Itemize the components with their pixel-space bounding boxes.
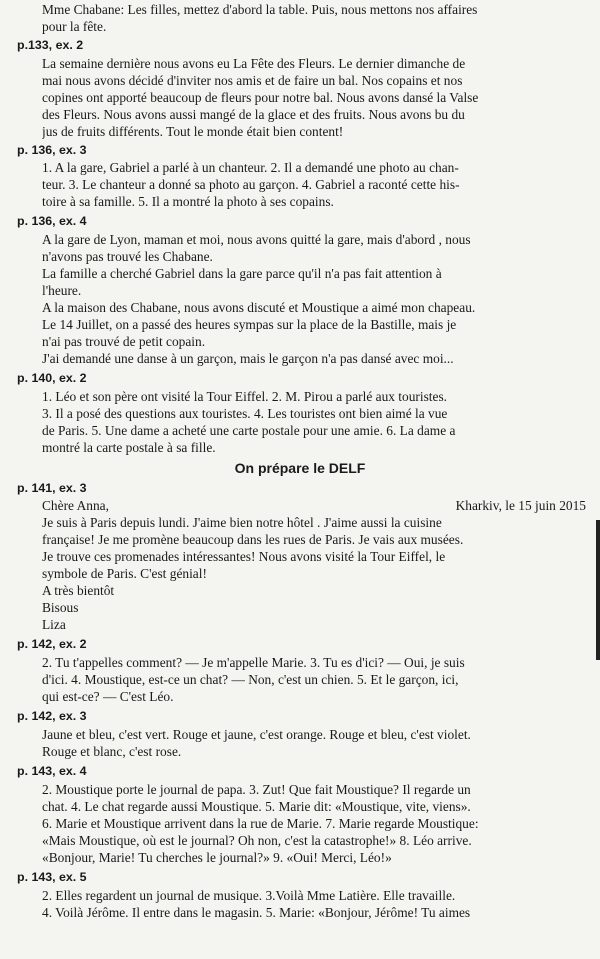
text-line: 2. Tu t'appelles comment? — Je m'appelle Marie. 3. Tu es d'ici? — Oui, je suis — [42, 655, 465, 670]
text-line: Jaune et bleu, c'est vert. Rouge et jaune, c'est orange. Rouge et bleu, c'est violet. — [42, 727, 471, 742]
text-line: française! Je me promène beaucoup dans les rues de Paris. Je vais aux musées. — [42, 532, 464, 547]
exercise-reference: p. 142, ex. 2 — [17, 637, 87, 651]
text-line: l'heure. — [42, 283, 82, 298]
text-line: copines ont apporté beaucoup de fleurs pour notre bal. Nous avons dansé la Valse — [42, 90, 479, 105]
text-line: Le 14 Juillet, on a passé des heures sympas sur la place de la Bastille, mais je — [42, 317, 457, 332]
text-line: 1. Léo et son père ont visité la Tour Eiffel. 2. M. Pirou a parlé aux touristes. — [42, 389, 448, 404]
page-edge-mark — [596, 520, 600, 660]
text-line: d'ici. 4. Moustique, est-ce un chat? — Non, c'est un chien. 5. Et le garçon, ici, — [42, 672, 459, 687]
text-line: de Paris. 5. Une dame a acheté une carte postale pour une amie. 6. La dame a — [42, 423, 456, 438]
text-line: 3. Il a posé des questions aux touristes. 4. Les touristes ont bien aimé la vue — [42, 406, 448, 421]
text-line: symbole de Paris. C'est génial! — [42, 566, 207, 581]
exercise-reference: p. 136, ex. 3 — [17, 143, 87, 157]
exercise-reference: p.133, ex. 2 — [17, 38, 84, 52]
text-line: Je trouve ces promenades intéressantes! Nous avons visité la Tour Eiffel, le — [42, 549, 446, 564]
text-line: 1. A la gare, Gabriel a parlé à un chanteur. 2. Il a demandé une photo au chan- — [42, 160, 459, 175]
text-line: jus de fruits différents. Tout le monde était bien content! — [42, 124, 344, 139]
text-line: 2. Moustique porte le journal de papa. 3. Zut! Que fait Moustique? Il regarde un — [42, 782, 471, 797]
section-heading: On prépare le DELF — [234, 460, 366, 476]
text-line: A la gare de Lyon, maman et moi, nous avons quitté la gare, mais d'abord , nous — [42, 232, 471, 247]
exercise-reference: p. 142, ex. 3 — [17, 709, 87, 723]
text-line: pour la fête. — [42, 19, 107, 34]
text-line: La famille a cherché Gabriel dans la gare parce qu'il n'a pas fait attention à — [42, 266, 442, 281]
text-line: montré la carte postale à sa fille. — [42, 440, 216, 455]
text-line: mai nous avons décidé d'inviter nos amis et de faire un bal. Nos copains et nos — [42, 73, 463, 88]
text-line: A la maison des Chabane, nous avons discuté et Moustique a aimé mon chapeau. — [42, 300, 476, 315]
text-line: J'ai demandé une danse à un garçon, mais le garçon n'a pas dansé avec moi... — [42, 351, 454, 366]
text-line: Mme Chabane: Les filles, mettez d'abord la table. Puis, nous mettons nos affaires — [42, 2, 478, 17]
text-line: 2. Elles regardent un journal de musique. 3.Voilà Mme Latière. Elle travaille. — [42, 888, 456, 903]
exercise-reference: p. 143, ex. 5 — [17, 870, 87, 884]
text-line: La semaine dernière nous avons eu La Fête des Fleurs. Le dernier dimanche de — [42, 56, 466, 71]
text-line: teur. 3. Le chanteur a donné sa photo au garçon. 4. Gabriel a raconté cette his- — [42, 177, 460, 192]
letter-greeting: Chère Anna, — [42, 498, 109, 513]
text-line: Liza — [42, 617, 66, 632]
text-line: n'ai pas trouvé de petit copain. — [42, 334, 206, 349]
exercise-reference: p. 143, ex. 4 — [17, 764, 87, 778]
exercise-reference: p. 140, ex. 2 — [17, 371, 87, 385]
text-line: 6. Marie et Moustique arrivent dans la rue de Marie. 7. Marie regarde Moustique: — [42, 816, 479, 831]
text-line: Bisous — [42, 600, 79, 615]
text-line: n'avons pas trouvé les Chabane. — [42, 249, 213, 264]
letter-place-date: Kharkiv, le 15 juin 2015 — [455, 498, 586, 513]
text-line: Rouge et blanc, c'est rose. — [42, 744, 182, 759]
text-line: «Bonjour, Marie! Tu cherches le journal?» 9. «Oui! Merci, Léo!» — [42, 850, 392, 865]
text-line: des Fleurs. Nous avons aussi mangé de la glace et des fruits. Nous avons bu du — [42, 107, 465, 122]
text-line: toire à sa famille. 5. Il a montré la photo à ses copains. — [42, 194, 334, 209]
text-line: Je suis à Paris depuis lundi. J'aime bien notre hôtel . J'aime aussi la cuisine — [42, 515, 442, 530]
exercise-reference: p. 141, ex. 3 — [17, 481, 87, 495]
text-line: qui est-ce? — C'est Léo. — [42, 689, 174, 704]
text-line: «Mais Moustique, où est le journal? Oh non, c'est la catastrophe!» 8. Léo arrive. — [42, 833, 472, 848]
exercise-reference: p. 136, ex. 4 — [17, 214, 87, 228]
text-line: chat. 4. Le chat regarde aussi Moustique. 5. Marie dit: «Moustique, vite, viens». — [42, 799, 471, 814]
text-line: 4. Voilà Jérôme. Il entre dans le magasin. 5. Marie: «Bonjour, Jérôme! Tu aimes — [42, 905, 471, 920]
text-line: A très bientôt — [42, 583, 115, 598]
